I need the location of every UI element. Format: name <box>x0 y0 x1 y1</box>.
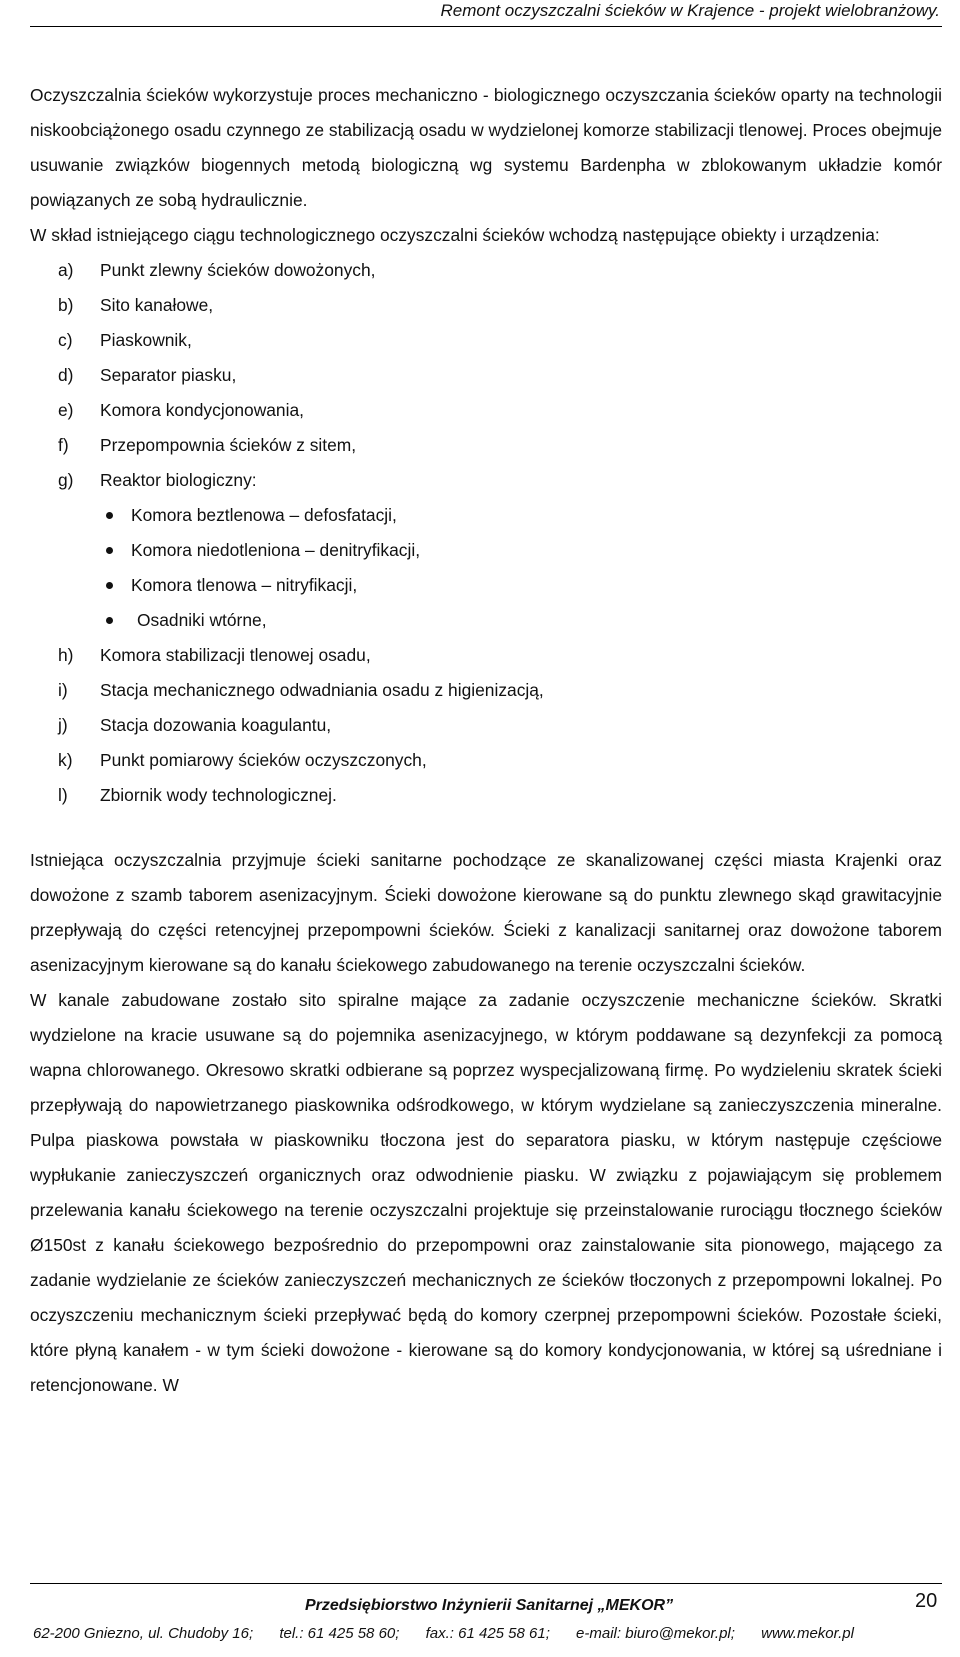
bullet-item <box>30 498 942 533</box>
objects-list <box>30 253 942 498</box>
bullet-icon <box>106 512 113 519</box>
list-item-text: Reaktor biologiczny: <box>100 470 257 490</box>
list-item <box>30 253 942 288</box>
bullet-item <box>30 568 942 603</box>
bullet-item <box>30 533 942 568</box>
list-item <box>30 673 942 708</box>
list-marker: e) <box>58 400 74 420</box>
list-item <box>30 708 942 743</box>
bullet-item-text: Komora beztlenowa – defosfatacji, <box>131 505 397 525</box>
list-item <box>30 743 942 778</box>
list-item-text: Komora stabilizacji tlenowej osadu, <box>100 645 371 665</box>
bullet-icon <box>106 617 113 624</box>
bullet-item-text: Komora tlenowa – nitryfikacji, <box>131 575 358 595</box>
intro-paragraph-1: Oczyszczalnia ścieków wykorzystuje proces mechaniczno - biologicznego oczyszczania ścieków oparty na technologii niskoobciążonego osadu czynnego ze stabilizacją osadu w wydzielonej komorze stabilizacji tlenowej. Proces obejmuje usuwanie związków biogennych metodą biologiczną wg systemu Bardenpha w zblokowanym układzie komór powiązanych ze sobą hydraulicznie. <box>30 85 942 210</box>
list-marker: g) <box>58 470 74 490</box>
list-marker: j) <box>58 715 68 735</box>
list-item-text: Zbiornik wody technologicznej. <box>100 785 337 805</box>
list-item-text: Stacja mechanicznego odwadniania osadu z higienizacją, <box>100 680 544 700</box>
list-item-text: Separator piasku, <box>100 365 237 385</box>
bullet-item-text: Komora niedotleniona – denitryfikacji, <box>131 540 421 560</box>
footer-rule <box>30 1583 942 1584</box>
page-number: 20 <box>915 1590 938 1612</box>
header-rule <box>30 26 942 27</box>
list-marker: i) <box>58 680 68 700</box>
list-item-text: Komora kondycjonowania, <box>100 400 304 420</box>
list-item <box>30 778 942 813</box>
bullet-item <box>30 603 942 638</box>
list-item-text: Punkt zlewny ścieków dowożonych, <box>100 260 376 280</box>
list-item <box>30 428 942 463</box>
list-marker: a) <box>58 260 74 280</box>
list-item <box>30 288 942 323</box>
body-paragraph-2: W kanale zabudowane zostało sito spiralne mające za zadanie oczyszczenie mechaniczne ścieków. Skratki wydzielone na kracie usuwane są do pojemnika asenizacyjnego, w którym poddawane są dezynfekcji za pomocą wapna chlorowanego. Okresowo skratki odbierane są poprzez wyspecjalizowaną firmę. Po wydzieleniu skratek ścieki przepływają do napowietrzanego piaskownika odśrodkowego, w którym wydzielane są zanieczyszczenia mineralne. Pulpa piaskowa powstała w piaskowniku tłoczona jest do separatora piasku, w którym następuje częściowe wypłukanie zanieczyszczeń organicznych oraz odwodnienie piasku. W związku z pojawiającym się problemem przelewania kanału ściekowego na terenie oczyszczalni projektuje się przeinstalowanie rurociągu tłocznego ścieków Ø150st z kanału ściekowego bezpośrednio do przepompowni oraz zainstalowanie sita pionowego, mającego za zadanie wydzielanie ze ścieków zanieczyszczeń mechanicznych ze ścieków tłoczonych z przepompowni lokalnej. Po oczyszczeniu mechanicznym ścieki przepływać będą do komory czerpnej przepompowni ścieków. Pozostałe ścieki, które płyną kanałem - w tym ścieki dowożone - kierowane są do komory kondycjonowania, w której są uśredniane i retencjonowane. W <box>30 990 942 1395</box>
objects-list-continued <box>30 638 942 813</box>
paragraph-gap <box>30 813 942 843</box>
list-item-text: Piaskownik, <box>100 330 192 350</box>
list-item <box>30 393 942 428</box>
list-item <box>30 638 942 673</box>
body-paragraph-1: Istniejąca oczyszczalnia przyjmuje ścieki sanitarne pochodzące ze skanalizowanej części miasta Krajenki oraz dowożone z szamb taborem asenizacyjnym. Ścieki dowożone kierowane są do punktu zlewnego skąd grawitacyjnie przepływają do części retencyjnej przepompowni ścieków. Ścieki z kanalizacji sanitarnej oraz dowożone taborem asenizacyjnym kierowane są do kanału ściekowego zabudowanego na terenie oczyszczalni ścieków. <box>30 850 942 975</box>
bullet-item-text: Osadniki wtórne, <box>137 610 267 630</box>
page-header: Remont oczyszczalni ścieków w Krajence - projekt wielobranżowy. <box>440 1 940 20</box>
footer-fax: fax.: 61 425 58 61; <box>425 1625 550 1642</box>
intro-paragraph-2: W skład istniejącego ciągu technologicznego oczyszczalni ścieków wchodzą następujące obiekty i urządzenia: <box>30 225 880 245</box>
list-item-text: Przepompownia ścieków z sitem, <box>100 435 357 455</box>
bullet-icon <box>106 547 113 554</box>
list-marker: h) <box>58 645 74 665</box>
bullet-icon <box>106 582 113 589</box>
list-item <box>30 358 942 393</box>
list-item-text: Sito kanałowe, <box>100 295 214 315</box>
list-marker: k) <box>58 750 73 770</box>
footer-phone: tel.: 61 425 58 60; <box>279 1625 400 1642</box>
list-marker: b) <box>58 295 74 315</box>
list-marker: d) <box>58 365 74 385</box>
reactor-parts-list <box>30 498 942 638</box>
list-marker: f) <box>58 435 69 455</box>
footer-contact <box>33 1625 945 1642</box>
list-item-text: Stacja dozowania koagulantu, <box>100 715 332 735</box>
list-item <box>30 463 942 498</box>
list-item <box>30 323 942 358</box>
list-marker: l) <box>58 785 68 805</box>
footer-address: 62-200 Gniezno, ul. Chudoby 16; <box>33 1625 254 1642</box>
list-marker: c) <box>58 330 73 350</box>
footer-website: www.mekor.pl <box>761 1625 854 1642</box>
document-body <box>30 78 942 1403</box>
list-item-text: Punkt pomiarowy ścieków oczyszczonych, <box>100 750 427 770</box>
footer-company: Przedsiębiorstwo Inżynierii Sanitarnej „MEKOR” <box>305 1597 674 1614</box>
footer-email: e-mail: biuro@mekor.pl; <box>576 1625 735 1642</box>
